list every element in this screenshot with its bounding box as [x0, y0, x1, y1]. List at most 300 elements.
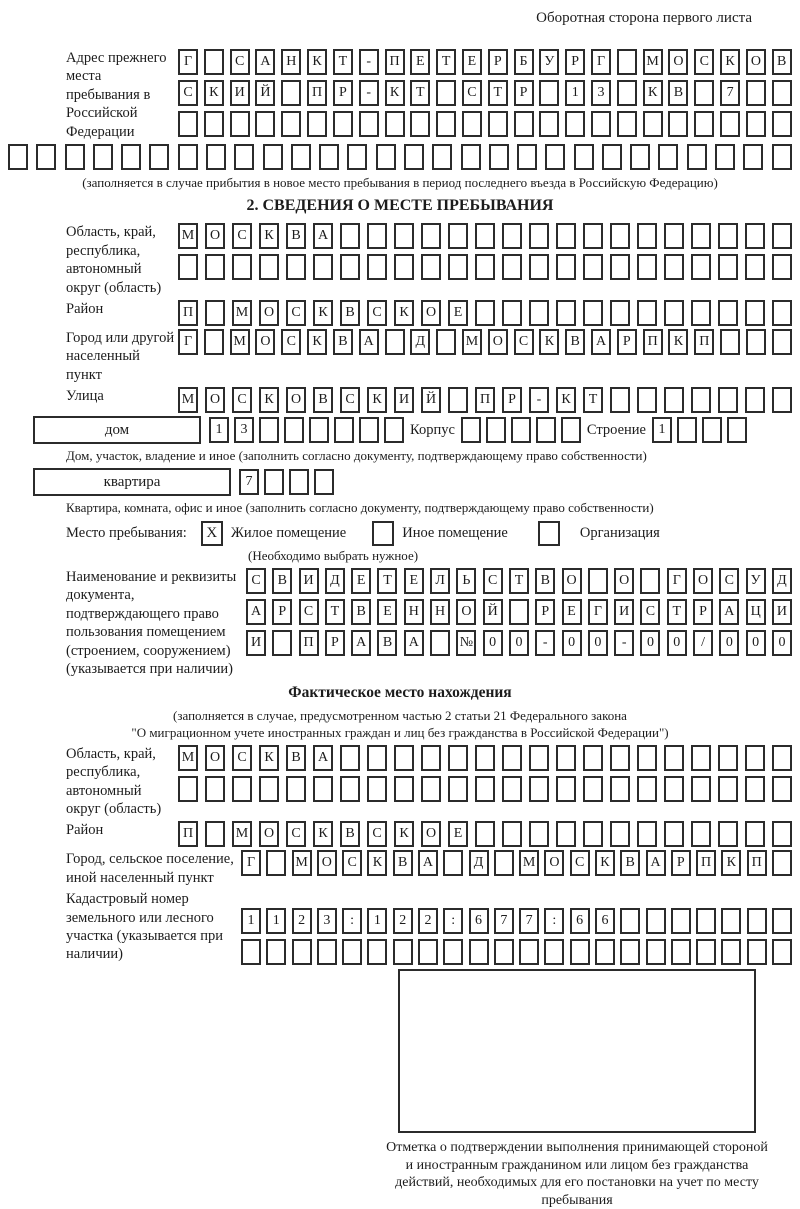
- char-cell[interactable]: [204, 111, 224, 137]
- char-cell[interactable]: Г: [667, 568, 687, 594]
- char-cell[interactable]: К: [367, 850, 387, 876]
- char-cell[interactable]: В: [620, 850, 640, 876]
- char-cell[interactable]: [743, 144, 763, 170]
- char-cell[interactable]: [591, 111, 611, 137]
- char-cell[interactable]: К: [259, 387, 279, 413]
- char-cell[interactable]: [687, 144, 707, 170]
- char-cell[interactable]: А: [359, 329, 379, 355]
- char-cell[interactable]: Е: [351, 568, 371, 594]
- char-cell[interactable]: С: [367, 821, 387, 847]
- char-cell[interactable]: /: [693, 630, 713, 656]
- char-cell[interactable]: Т: [410, 80, 430, 106]
- char-cell[interactable]: А: [313, 223, 333, 249]
- char-cell[interactable]: [772, 144, 792, 170]
- char-cell[interactable]: [610, 300, 630, 326]
- char-cell[interactable]: [36, 144, 56, 170]
- char-cell[interactable]: [259, 417, 279, 443]
- char-cell[interactable]: [574, 144, 594, 170]
- char-cell[interactable]: [494, 939, 514, 965]
- char-cell[interactable]: [259, 254, 279, 280]
- char-cell[interactable]: -: [529, 387, 549, 413]
- char-cell[interactable]: М: [178, 223, 198, 249]
- char-cell[interactable]: [502, 254, 522, 280]
- char-cell[interactable]: [421, 745, 441, 771]
- char-cell[interactable]: [359, 417, 379, 443]
- char-cell[interactable]: 1: [241, 908, 261, 934]
- char-cell[interactable]: [448, 254, 468, 280]
- char-cell[interactable]: [640, 568, 660, 594]
- char-cell[interactable]: И: [614, 599, 634, 625]
- char-cell[interactable]: [745, 776, 765, 802]
- char-cell[interactable]: К: [668, 329, 688, 355]
- char-cell[interactable]: [694, 80, 714, 106]
- char-cell[interactable]: О: [259, 821, 279, 847]
- char-cell[interactable]: [696, 908, 716, 934]
- char-cell[interactable]: [206, 144, 226, 170]
- char-cell[interactable]: [637, 745, 657, 771]
- char-cell[interactable]: [556, 300, 576, 326]
- char-cell[interactable]: [367, 745, 387, 771]
- char-cell[interactable]: М: [232, 300, 252, 326]
- char-cell[interactable]: [747, 939, 767, 965]
- char-cell[interactable]: [529, 776, 549, 802]
- char-cell[interactable]: [772, 850, 792, 876]
- char-cell[interactable]: [486, 417, 506, 443]
- char-cell[interactable]: [718, 387, 738, 413]
- char-cell[interactable]: -: [535, 630, 555, 656]
- char-cell[interactable]: [772, 776, 792, 802]
- char-cell[interactable]: Р: [272, 599, 292, 625]
- char-cell[interactable]: [443, 850, 463, 876]
- char-cell[interactable]: [671, 908, 691, 934]
- char-cell[interactable]: [281, 111, 301, 137]
- char-cell[interactable]: 0: [746, 630, 766, 656]
- char-cell[interactable]: [529, 254, 549, 280]
- char-cell[interactable]: [646, 939, 666, 965]
- char-cell[interactable]: П: [299, 630, 319, 656]
- char-cell[interactable]: В: [333, 329, 353, 355]
- char-cell[interactable]: [718, 254, 738, 280]
- char-cell[interactable]: Т: [583, 387, 603, 413]
- char-cell[interactable]: [583, 254, 603, 280]
- char-cell[interactable]: В: [286, 745, 306, 771]
- char-cell[interactable]: [746, 111, 766, 137]
- char-cell[interactable]: [630, 144, 650, 170]
- char-cell[interactable]: М: [292, 850, 312, 876]
- char-cell[interactable]: [556, 821, 576, 847]
- char-cell[interactable]: К: [259, 223, 279, 249]
- char-cell[interactable]: А: [418, 850, 438, 876]
- char-cell[interactable]: Е: [410, 49, 430, 75]
- char-cell[interactable]: 3: [591, 80, 611, 106]
- char-cell[interactable]: С: [367, 300, 387, 326]
- char-cell[interactable]: В: [565, 329, 585, 355]
- char-cell[interactable]: 7: [239, 469, 259, 495]
- char-cell[interactable]: С: [232, 745, 252, 771]
- char-cell[interactable]: О: [562, 568, 582, 594]
- char-cell[interactable]: [691, 300, 711, 326]
- char-cell[interactable]: [720, 111, 740, 137]
- char-cell[interactable]: К: [721, 850, 741, 876]
- char-cell[interactable]: А: [591, 329, 611, 355]
- char-cell[interactable]: [494, 850, 514, 876]
- char-cell[interactable]: [664, 821, 684, 847]
- char-cell[interactable]: [204, 49, 224, 75]
- char-cell[interactable]: [502, 300, 522, 326]
- other-premises-checkbox[interactable]: [372, 521, 394, 546]
- char-cell[interactable]: С: [286, 821, 306, 847]
- char-cell[interactable]: [556, 745, 576, 771]
- char-cell[interactable]: [272, 630, 292, 656]
- char-cell[interactable]: [448, 223, 468, 249]
- char-cell[interactable]: 2: [292, 908, 312, 934]
- char-cell[interactable]: [583, 821, 603, 847]
- char-cell[interactable]: [691, 821, 711, 847]
- char-cell[interactable]: Р: [333, 80, 353, 106]
- char-cell[interactable]: [313, 254, 333, 280]
- char-cell[interactable]: А: [404, 630, 424, 656]
- char-cell[interactable]: П: [178, 300, 198, 326]
- char-cell[interactable]: [556, 223, 576, 249]
- char-cell[interactable]: [565, 111, 585, 137]
- char-cell[interactable]: 1: [266, 908, 286, 934]
- char-cell[interactable]: [718, 776, 738, 802]
- char-cell[interactable]: В: [772, 49, 792, 75]
- char-cell[interactable]: [746, 80, 766, 106]
- char-cell[interactable]: [772, 329, 792, 355]
- char-cell[interactable]: В: [340, 300, 360, 326]
- char-cell[interactable]: [436, 80, 456, 106]
- char-cell[interactable]: Р: [565, 49, 585, 75]
- char-cell[interactable]: [255, 111, 275, 137]
- char-cell[interactable]: 0: [640, 630, 660, 656]
- char-cell[interactable]: [65, 144, 85, 170]
- char-cell[interactable]: [488, 111, 508, 137]
- char-cell[interactable]: М: [178, 387, 198, 413]
- char-cell[interactable]: [376, 144, 396, 170]
- char-cell[interactable]: 7: [519, 908, 539, 934]
- char-cell[interactable]: О: [286, 387, 306, 413]
- char-cell[interactable]: Б: [514, 49, 534, 75]
- char-cell[interactable]: [637, 821, 657, 847]
- char-cell[interactable]: К: [307, 329, 327, 355]
- char-cell[interactable]: [570, 939, 590, 965]
- char-cell[interactable]: [448, 776, 468, 802]
- char-cell[interactable]: 1: [565, 80, 585, 106]
- char-cell[interactable]: [502, 776, 522, 802]
- char-cell[interactable]: А: [351, 630, 371, 656]
- char-cell[interactable]: [421, 776, 441, 802]
- char-cell[interactable]: Т: [488, 80, 508, 106]
- char-cell[interactable]: [772, 387, 792, 413]
- char-cell[interactable]: С: [570, 850, 590, 876]
- char-cell[interactable]: [702, 417, 722, 443]
- char-cell[interactable]: [691, 223, 711, 249]
- char-cell[interactable]: [745, 821, 765, 847]
- char-cell[interactable]: [266, 939, 286, 965]
- char-cell[interactable]: О: [317, 850, 337, 876]
- char-cell[interactable]: [529, 300, 549, 326]
- char-cell[interactable]: [727, 417, 747, 443]
- char-cell[interactable]: П: [696, 850, 716, 876]
- char-cell[interactable]: 6: [595, 908, 615, 934]
- char-cell[interactable]: [394, 776, 414, 802]
- char-cell[interactable]: [421, 223, 441, 249]
- char-cell[interactable]: К: [313, 300, 333, 326]
- char-cell[interactable]: О: [421, 821, 441, 847]
- char-cell[interactable]: Г: [591, 49, 611, 75]
- char-cell[interactable]: [284, 417, 304, 443]
- char-cell[interactable]: 0: [588, 630, 608, 656]
- char-cell[interactable]: [436, 329, 456, 355]
- char-cell[interactable]: Т: [667, 599, 687, 625]
- char-cell[interactable]: 7: [494, 908, 514, 934]
- char-cell[interactable]: [718, 300, 738, 326]
- char-cell[interactable]: С: [232, 223, 252, 249]
- char-cell[interactable]: [448, 745, 468, 771]
- char-cell[interactable]: [718, 745, 738, 771]
- char-cell[interactable]: [475, 223, 495, 249]
- char-cell[interactable]: О: [668, 49, 688, 75]
- char-cell[interactable]: [205, 776, 225, 802]
- char-cell[interactable]: [637, 300, 657, 326]
- char-cell[interactable]: А: [719, 599, 739, 625]
- char-cell[interactable]: С: [483, 568, 503, 594]
- char-cell[interactable]: П: [643, 329, 663, 355]
- char-cell[interactable]: [691, 387, 711, 413]
- char-cell[interactable]: [556, 776, 576, 802]
- char-cell[interactable]: [205, 821, 225, 847]
- char-cell[interactable]: [461, 144, 481, 170]
- char-cell[interactable]: 1: [652, 417, 672, 443]
- char-cell[interactable]: [430, 630, 450, 656]
- char-cell[interactable]: [691, 745, 711, 771]
- char-cell[interactable]: К: [643, 80, 663, 106]
- char-cell[interactable]: [263, 144, 283, 170]
- char-cell[interactable]: [359, 111, 379, 137]
- char-cell[interactable]: :: [342, 908, 362, 934]
- char-cell[interactable]: [509, 599, 529, 625]
- char-cell[interactable]: Т: [325, 599, 345, 625]
- char-cell[interactable]: [410, 111, 430, 137]
- char-cell[interactable]: В: [313, 387, 333, 413]
- char-cell[interactable]: [281, 80, 301, 106]
- char-cell[interactable]: [313, 776, 333, 802]
- char-cell[interactable]: [292, 939, 312, 965]
- char-cell[interactable]: [772, 223, 792, 249]
- char-cell[interactable]: [536, 417, 556, 443]
- char-cell[interactable]: [462, 111, 482, 137]
- char-cell[interactable]: [664, 223, 684, 249]
- char-cell[interactable]: [334, 417, 354, 443]
- char-cell[interactable]: Н: [281, 49, 301, 75]
- char-cell[interactable]: В: [351, 599, 371, 625]
- char-cell[interactable]: [317, 939, 337, 965]
- char-cell[interactable]: [178, 776, 198, 802]
- char-cell[interactable]: [394, 223, 414, 249]
- char-cell[interactable]: [178, 111, 198, 137]
- char-cell[interactable]: [583, 776, 603, 802]
- char-cell[interactable]: [745, 300, 765, 326]
- char-cell[interactable]: К: [394, 300, 414, 326]
- char-cell[interactable]: 6: [469, 908, 489, 934]
- char-cell[interactable]: [617, 111, 637, 137]
- char-cell[interactable]: [517, 144, 537, 170]
- char-cell[interactable]: М: [643, 49, 663, 75]
- char-cell[interactable]: [617, 49, 637, 75]
- char-cell[interactable]: Т: [436, 49, 456, 75]
- char-cell[interactable]: [475, 745, 495, 771]
- char-cell[interactable]: [668, 111, 688, 137]
- char-cell[interactable]: В: [377, 630, 397, 656]
- char-cell[interactable]: [772, 821, 792, 847]
- char-cell[interactable]: [529, 821, 549, 847]
- char-cell[interactable]: К: [595, 850, 615, 876]
- char-cell[interactable]: [502, 223, 522, 249]
- char-cell[interactable]: М: [178, 745, 198, 771]
- char-cell[interactable]: [745, 745, 765, 771]
- char-cell[interactable]: Г: [241, 850, 261, 876]
- char-cell[interactable]: Е: [448, 300, 468, 326]
- char-cell[interactable]: [393, 939, 413, 965]
- char-cell[interactable]: 1: [367, 908, 387, 934]
- char-cell[interactable]: С: [299, 599, 319, 625]
- char-cell[interactable]: [178, 144, 198, 170]
- char-cell[interactable]: -: [359, 80, 379, 106]
- char-cell[interactable]: [309, 417, 329, 443]
- char-cell[interactable]: С: [246, 568, 266, 594]
- char-cell[interactable]: Е: [377, 599, 397, 625]
- char-cell[interactable]: Р: [325, 630, 345, 656]
- char-cell[interactable]: [286, 776, 306, 802]
- char-cell[interactable]: [475, 254, 495, 280]
- char-cell[interactable]: М: [462, 329, 482, 355]
- char-cell[interactable]: А: [646, 850, 666, 876]
- char-cell[interactable]: [93, 144, 113, 170]
- char-cell[interactable]: [561, 417, 581, 443]
- char-cell[interactable]: [658, 144, 678, 170]
- char-cell[interactable]: М: [232, 821, 252, 847]
- char-cell[interactable]: Г: [178, 49, 198, 75]
- char-cell[interactable]: [588, 568, 608, 594]
- char-cell[interactable]: С: [340, 387, 360, 413]
- char-cell[interactable]: [643, 111, 663, 137]
- char-cell[interactable]: Р: [693, 599, 713, 625]
- char-cell[interactable]: Т: [333, 49, 353, 75]
- char-cell[interactable]: [718, 821, 738, 847]
- char-cell[interactable]: [333, 111, 353, 137]
- char-cell[interactable]: П: [385, 49, 405, 75]
- char-cell[interactable]: [418, 939, 438, 965]
- char-cell[interactable]: №: [456, 630, 476, 656]
- char-cell[interactable]: Р: [488, 49, 508, 75]
- char-cell[interactable]: [772, 908, 792, 934]
- organization-checkbox[interactable]: [538, 521, 560, 546]
- char-cell[interactable]: [637, 387, 657, 413]
- char-cell[interactable]: [772, 254, 792, 280]
- char-cell[interactable]: Е: [448, 821, 468, 847]
- char-cell[interactable]: [715, 144, 735, 170]
- char-cell[interactable]: О: [205, 745, 225, 771]
- residential-checkbox[interactable]: X: [201, 521, 223, 546]
- char-cell[interactable]: [772, 111, 792, 137]
- char-cell[interactable]: [475, 300, 495, 326]
- char-cell[interactable]: [583, 745, 603, 771]
- char-cell[interactable]: [8, 144, 28, 170]
- char-cell[interactable]: [529, 223, 549, 249]
- char-cell[interactable]: [544, 939, 564, 965]
- char-cell[interactable]: [367, 254, 387, 280]
- char-cell[interactable]: [772, 939, 792, 965]
- char-cell[interactable]: Ц: [746, 599, 766, 625]
- char-cell[interactable]: С: [719, 568, 739, 594]
- char-cell[interactable]: [747, 908, 767, 934]
- char-cell[interactable]: [545, 144, 565, 170]
- char-cell[interactable]: Г: [178, 329, 198, 355]
- char-cell[interactable]: [664, 387, 684, 413]
- char-cell[interactable]: 0: [483, 630, 503, 656]
- char-cell[interactable]: Т: [377, 568, 397, 594]
- char-cell[interactable]: [745, 223, 765, 249]
- char-cell[interactable]: К: [313, 821, 333, 847]
- char-cell[interactable]: [286, 254, 306, 280]
- char-cell[interactable]: [691, 776, 711, 802]
- char-cell[interactable]: [519, 939, 539, 965]
- char-cell[interactable]: [745, 254, 765, 280]
- char-cell[interactable]: [232, 254, 252, 280]
- char-cell[interactable]: [489, 144, 509, 170]
- char-cell[interactable]: 2: [393, 908, 413, 934]
- char-cell[interactable]: К: [307, 49, 327, 75]
- char-cell[interactable]: [677, 417, 697, 443]
- char-cell[interactable]: 2: [418, 908, 438, 934]
- char-cell[interactable]: Й: [421, 387, 441, 413]
- char-cell[interactable]: [319, 144, 339, 170]
- char-cell[interactable]: [340, 223, 360, 249]
- char-cell[interactable]: У: [539, 49, 559, 75]
- char-cell[interactable]: -: [614, 630, 634, 656]
- char-cell[interactable]: [404, 144, 424, 170]
- char-cell[interactable]: [340, 745, 360, 771]
- char-cell[interactable]: 0: [667, 630, 687, 656]
- char-cell[interactable]: [448, 387, 468, 413]
- char-cell[interactable]: [694, 111, 714, 137]
- char-cell[interactable]: [539, 111, 559, 137]
- char-cell[interactable]: Е: [462, 49, 482, 75]
- char-cell[interactable]: 1: [209, 417, 229, 443]
- char-cell[interactable]: Ь: [456, 568, 476, 594]
- char-cell[interactable]: К: [385, 80, 405, 106]
- char-cell[interactable]: Р: [514, 80, 534, 106]
- char-cell[interactable]: [436, 111, 456, 137]
- char-cell[interactable]: 7: [720, 80, 740, 106]
- char-cell[interactable]: К: [367, 387, 387, 413]
- char-cell[interactable]: [646, 908, 666, 934]
- char-cell[interactable]: 0: [562, 630, 582, 656]
- char-cell[interactable]: 0: [509, 630, 529, 656]
- char-cell[interactable]: Д: [469, 850, 489, 876]
- char-cell[interactable]: О: [456, 599, 476, 625]
- char-cell[interactable]: В: [340, 821, 360, 847]
- char-cell[interactable]: [529, 745, 549, 771]
- char-cell[interactable]: П: [307, 80, 327, 106]
- char-cell[interactable]: [637, 223, 657, 249]
- char-cell[interactable]: 3: [317, 908, 337, 934]
- char-cell[interactable]: О: [693, 568, 713, 594]
- char-cell[interactable]: [205, 300, 225, 326]
- char-cell[interactable]: О: [488, 329, 508, 355]
- char-cell[interactable]: [556, 254, 576, 280]
